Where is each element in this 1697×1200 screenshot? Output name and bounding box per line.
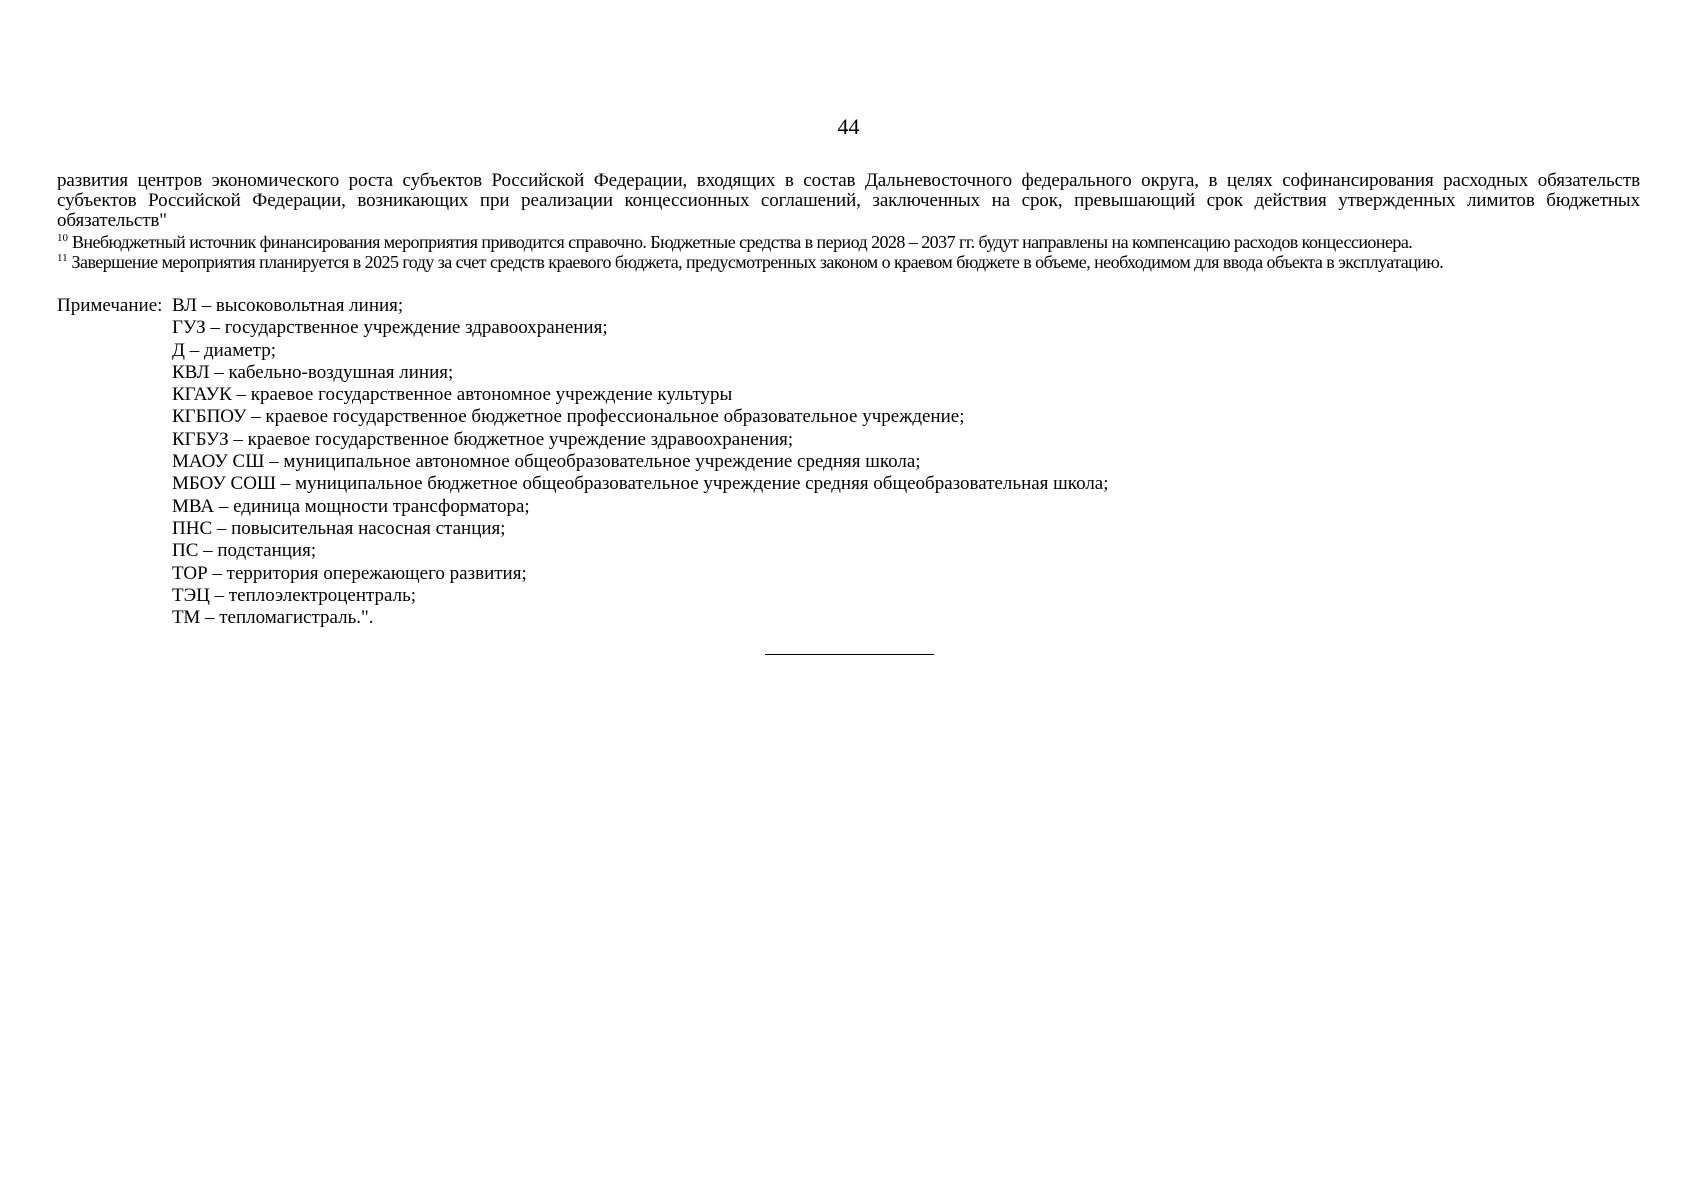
note-item: МБОУ СОШ – муниципальное бюджетное общеобразовательное учреждение средняя общеобразовательная школа; <box>172 473 1109 495</box>
page-number: 44 <box>837 114 860 139</box>
note-item: КГБУЗ – краевое государственное бюджетное учреждение здравоохранения; <box>172 428 794 450</box>
note-row <box>57 540 1109 562</box>
note-row <box>57 317 1109 339</box>
footnote-text: Завершение мероприятия планируется в 2025 году за счет средств краевого бюджета, предусмотренных законом о краевом бюджете в объеме, необходимом для ввода объекта в эксплуатацию. <box>67 252 1444 272</box>
footnote-text: Внебюджетный источник финансирования мероприятия приводится справочно. Бюджетные средства в период 2028 – 2037 гг. будут направлены на компенсацию расходов концессионера. <box>68 232 1413 252</box>
note-row <box>57 607 1109 629</box>
note-item: ВЛ – высоковольтная линия; <box>172 295 404 316</box>
note-item: ТЭЦ – теплоэлектроцентраль; <box>172 584 417 606</box>
closing-rule <box>765 654 934 655</box>
note-row <box>57 496 1109 518</box>
note-row <box>57 585 1109 607</box>
note-item: КГБПОУ – краевое государственное бюджетное профессиональное образовательное учреждение; <box>172 406 965 428</box>
footnote-marker: 11 <box>57 252 68 264</box>
note-item: КВЛ – кабельно-воздушная линия; <box>172 361 454 383</box>
note-item: Д – диаметр; <box>172 339 276 361</box>
note-row <box>57 429 1109 451</box>
footnote-11 <box>57 252 1657 272</box>
note-item: ТОР – территория опережающего развития; <box>172 562 527 584</box>
note-row <box>57 340 1109 362</box>
note-item: ГУЗ – государственное учреждение здравоохранения; <box>172 317 608 339</box>
footnote-10 <box>57 232 1657 252</box>
note-item: КГАУК – краевое государственное автономное учреждение культуры <box>172 384 733 406</box>
note-row <box>57 518 1109 540</box>
note-item: ПНС – повысительная насосная станция; <box>172 517 506 539</box>
note-row <box>57 362 1109 384</box>
abbreviations-note <box>57 295 1109 629</box>
note-row <box>57 406 1109 428</box>
note-row <box>57 295 1109 317</box>
note-item: МВА – единица мощности трансформатора; <box>172 495 530 517</box>
note-row <box>57 473 1109 495</box>
note-row <box>57 451 1109 473</box>
note-row <box>57 563 1109 585</box>
note-item: ТМ – тепломагистраль.". <box>172 607 374 629</box>
note-item: МАОУ СШ – муниципальное автономное общеобразовательное учреждение средняя школа; <box>172 451 921 473</box>
note-row <box>57 384 1109 406</box>
footnote-marker: 10 <box>57 232 68 244</box>
note-item: ПС – подстанция; <box>172 540 317 562</box>
continuation-paragraph: развития центров экономического роста субъектов Российской Федерации, входящих в состав Дальневосточного федерального округа, в целях софинансирования расходных обязательств субъектов Российской Федерации, возникающих при реализации концессионных соглашений, заключенных на срок, превышающий срок действия утвержденных лимитов бюджетных обязательств" <box>57 170 1640 231</box>
note-label: Примечание: <box>57 295 163 316</box>
